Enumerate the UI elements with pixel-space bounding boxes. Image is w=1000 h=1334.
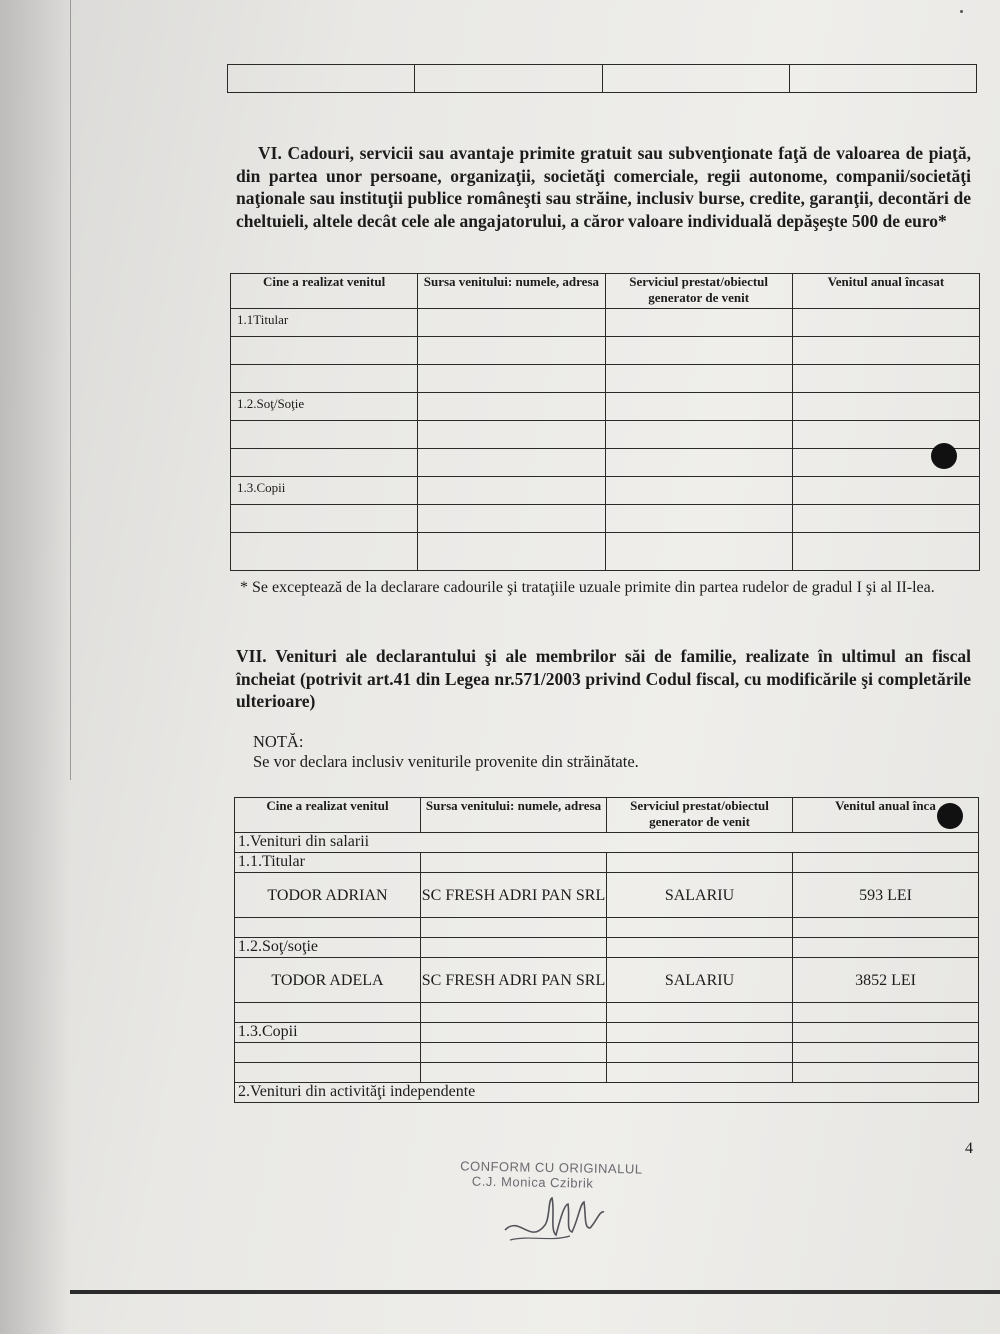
table-row bbox=[235, 1083, 979, 1103]
section6-number: VI. bbox=[258, 143, 282, 163]
nota-label: NOTĂ: bbox=[253, 732, 304, 751]
section6-title bbox=[236, 142, 971, 232]
table-cell bbox=[789, 65, 976, 93]
col-header-service: Serviciul prestat/obiectul generator de venit bbox=[607, 798, 793, 833]
table-row bbox=[235, 833, 979, 853]
table-row bbox=[231, 309, 980, 337]
table-cell bbox=[228, 65, 415, 93]
spouse-name: TODOR ADELA bbox=[235, 958, 421, 1003]
table-row bbox=[231, 421, 980, 449]
spouse-service: SALARIU bbox=[607, 958, 793, 1003]
page-number: 4 bbox=[965, 1140, 973, 1157]
table-row bbox=[231, 365, 980, 393]
corner-mark bbox=[960, 10, 963, 13]
table-row bbox=[231, 449, 980, 477]
titular-service: SALARIU bbox=[607, 873, 793, 918]
col-header-service: Serviciul prestat/obiectul generator de venit bbox=[605, 274, 792, 309]
row-label-spouse: 1.2.Soţ/Soţie bbox=[231, 393, 418, 421]
table-header-row bbox=[231, 274, 980, 309]
titular-name: TODOR ADRIAN bbox=[235, 873, 421, 918]
nota-text: Se vor declara inclusiv veniturile provenite din străinătate. bbox=[253, 752, 639, 771]
table-row bbox=[231, 533, 980, 571]
row-label-children: 1.3.Copii bbox=[231, 477, 418, 505]
col-header-source: Sursa venitului: numele, adresa bbox=[418, 274, 605, 309]
conformity-stamp bbox=[460, 1158, 643, 1191]
section7-table bbox=[234, 797, 979, 1103]
spouse-source: SC FRESH ADRI PAN SRL bbox=[421, 958, 607, 1003]
table-row bbox=[235, 1003, 979, 1023]
titular-income: 593 LEI bbox=[793, 873, 979, 918]
table-header-row bbox=[235, 798, 979, 833]
table-row bbox=[235, 873, 979, 918]
spouse-income: 3852 LEI bbox=[793, 958, 979, 1003]
table-row bbox=[235, 958, 979, 1003]
stamp-line2: C.J. Monica Czibrik bbox=[471, 1173, 594, 1191]
table-row bbox=[235, 1023, 979, 1043]
col-header-income: Venitul anual încasat bbox=[792, 274, 979, 309]
section7-text: Venituri ale declarantului şi ale membrilor săi de familie, realizate în ultimul an fiscal încheiat (potrivit art.41 din Legea nr.571/2003 privind Codul fiscal, cu modificările şi completările ulterioare) bbox=[236, 646, 971, 711]
row-label-spouse: 1.2.Soţ/soţie bbox=[235, 938, 421, 958]
section6-table bbox=[230, 273, 980, 571]
table-cell bbox=[415, 65, 602, 93]
table-row bbox=[235, 1043, 979, 1063]
col-header-income: Venitul anual înca bbox=[793, 798, 979, 833]
stamp-line1: CONFORM CU ORIGINALUL bbox=[460, 1158, 643, 1177]
group-label-salaries: 1.Venituri din salarii bbox=[235, 833, 979, 853]
page-shadow bbox=[0, 0, 70, 1334]
row-label-children: 1.3.Copii bbox=[235, 1023, 421, 1043]
table-row bbox=[231, 505, 980, 533]
section6-text: Cadouri, servicii sau avantaje primite gratuit sau subvenţionate faţă de valoarea de piaţă, din partea unor persoane, organizaţii, societăţi comerciale, regii autonome, companii/societăţi naţionale sau instituţii publice româneşti sau străine, inclusiv burse, credite, garanţii, decontări de cheltuieli, altele decât cele ale angajatorului, a căror valoare individuală depăşeşte 500 de euro* bbox=[236, 143, 971, 231]
table-row bbox=[231, 477, 980, 505]
col-header-who: Cine a realizat venitul bbox=[231, 274, 418, 309]
table-cell bbox=[602, 65, 789, 93]
col-header-source: Sursa venitului: numele, adresa bbox=[421, 798, 607, 833]
nota-block bbox=[253, 732, 639, 772]
titular-source: SC FRESH ADRI PAN SRL bbox=[421, 873, 607, 918]
table-row bbox=[235, 853, 979, 873]
section7-number: VII. bbox=[236, 646, 267, 666]
section7-title bbox=[236, 645, 971, 713]
table-row bbox=[231, 337, 980, 365]
row-label-titular: 1.1Titular bbox=[231, 309, 418, 337]
col-header-who: Cine a realizat venitul bbox=[235, 798, 421, 833]
table-row bbox=[235, 938, 979, 958]
previous-table-end bbox=[227, 64, 977, 93]
bottom-rule bbox=[70, 1290, 1000, 1294]
section6-footnote: * Se exceptează de la declarare cadourile şi trataţiile uzuale primite din partea rudelor de gradul I şi al II-lea. bbox=[240, 579, 935, 596]
hole-punch-mark bbox=[931, 443, 957, 469]
table-row bbox=[231, 393, 980, 421]
row-label-titular: 1.1.Titular bbox=[235, 853, 421, 873]
handwritten-signature bbox=[500, 1190, 620, 1250]
table-row bbox=[235, 1063, 979, 1083]
hole-punch-mark bbox=[937, 803, 963, 829]
table-row bbox=[235, 918, 979, 938]
margin-line bbox=[70, 0, 71, 780]
group-label-independent: 2.Venituri din activităţi independente bbox=[235, 1083, 979, 1103]
